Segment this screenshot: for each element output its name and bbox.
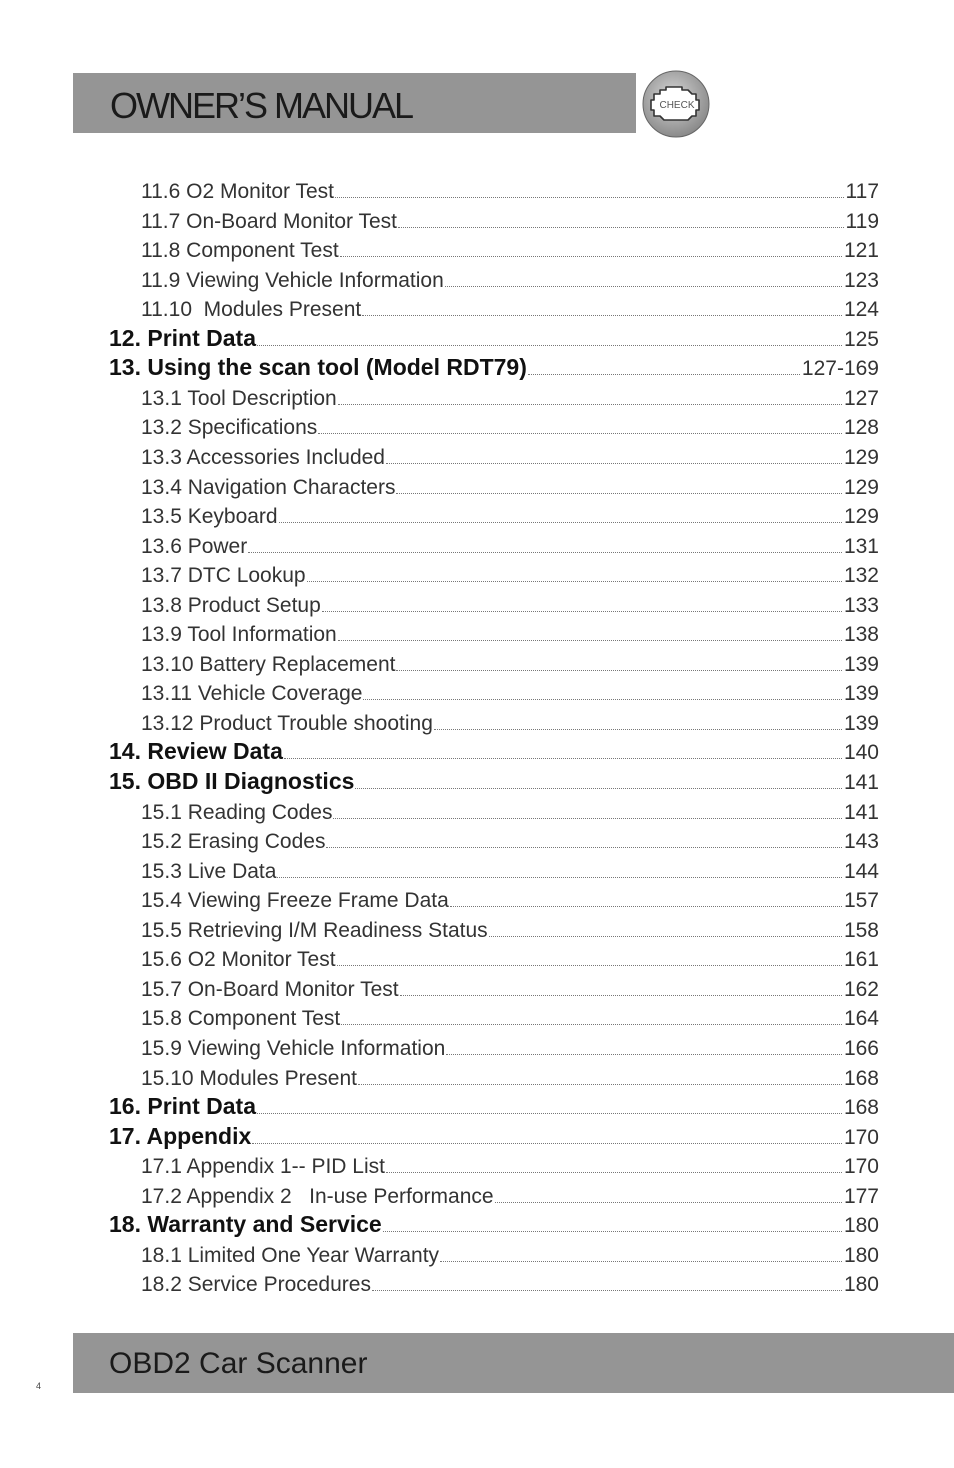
toc-entry [109,1210,879,1238]
dot-leader [307,581,842,582]
toc-entry [141,649,879,677]
toc-entry [141,708,879,736]
toc-entry-page: 127 [843,386,879,410]
dot-leader [489,936,842,937]
toc-entry-page: 139 [843,682,879,706]
dot-leader [322,611,842,612]
toc-entry-label: 18.1 Limited One Year Warranty [141,1243,440,1267]
toc-entry-label: 13. Using the scan tool (Model RDT79) [109,354,527,381]
dot-leader [277,877,842,878]
toc-entry-page: 124 [843,298,879,322]
dot-leader [446,1054,842,1055]
toc-entry-page: 129 [843,475,879,499]
toc-entry-label: 11.9 Viewing Vehicle Information [141,268,444,292]
footer-bar [73,1333,954,1393]
toc-entry [141,412,879,440]
toc-entry-page: 121 [843,239,879,263]
toc-entry [141,885,879,913]
toc-entry [141,590,879,618]
toc-entry-page: 161 [843,948,879,972]
toc-entry-label: 11.8 Component Test [141,239,339,263]
page-title: OWNER’S MANUAL [110,85,413,126]
dot-leader [396,493,841,494]
dot-leader [528,374,800,375]
toc-entry [141,235,879,263]
dot-leader [338,640,842,641]
toc-entry [141,915,879,943]
toc-entry-page: 127-169 [801,357,879,381]
toc-entry [141,472,879,500]
toc-entry-label: 15.10 Modules Present [141,1066,357,1090]
toc-entry-page: 119 [845,209,879,233]
dot-leader [386,1172,842,1173]
toc-entry-page: 125 [843,327,879,351]
dot-leader [363,699,842,700]
toc-entry-page: 168 [843,1066,879,1090]
toc-entry [109,1122,879,1150]
toc-entry-label: 11.10 Modules Present [141,298,362,322]
dot-leader [326,847,842,848]
toc-entry [141,442,879,470]
dot-leader [284,758,842,759]
toc-entry [141,1151,879,1179]
toc-entry [141,1181,879,1209]
dot-leader [386,463,842,464]
toc-entry-label: 17. Appendix [109,1122,252,1149]
toc-entry [141,1240,879,1268]
badge-label: CHECK [659,100,695,111]
toc-entry-page: 162 [843,977,879,1001]
toc-entry [141,1063,879,1091]
dot-leader [372,1290,842,1291]
dot-leader [337,965,842,966]
toc-entry [109,353,879,381]
toc-entry [141,856,879,884]
toc-entry-page: 117 [845,180,879,203]
toc-entry-page: 129 [843,445,879,469]
toc-entry-page: 143 [843,830,879,854]
toc-entry [141,1033,879,1061]
toc-entry-page: 141 [843,771,879,794]
dot-leader [383,1231,842,1232]
toc-entry-label: 13.11 Vehicle Coverage [141,682,363,706]
toc-entry-page: 158 [843,918,879,942]
dot-leader [252,1143,842,1144]
toc-entry-label: 15.5 Retrieving I/M Readiness Status [141,918,488,942]
toc-entry-page: 144 [843,859,879,883]
toc-entry-label: 11.6 O2 Monitor Test [141,180,334,203]
dot-leader [333,818,841,819]
toc-entry [141,826,879,854]
toc-entry-page: 123 [843,268,879,292]
dot-leader [358,1084,842,1085]
dot-leader [396,670,841,671]
toc-entry-page: 170 [843,1155,879,1179]
toc-entry-label: 18. Warranty and Service [109,1211,382,1238]
toc-entry-page: 180 [843,1243,879,1267]
toc-entry-page: 157 [843,889,879,913]
toc-entry [109,737,879,765]
dot-leader [445,286,842,287]
toc-entry [141,678,879,706]
toc-entry-label: 15.6 O2 Monitor Test [141,948,336,972]
toc-entry-page: 164 [843,1007,879,1031]
toc-entry-page: 177 [843,1184,879,1208]
toc-entry-page: 168 [843,1096,879,1120]
dot-leader [341,1024,842,1025]
dot-leader [434,729,842,730]
toc-entry-page: 133 [843,593,879,617]
dot-leader [335,197,844,198]
toc-entry-label: 17.1 Appendix 1-- PID List [141,1155,385,1179]
dot-leader [257,1113,842,1114]
toc-entry-label: 13.8 Product Setup [141,593,321,617]
dot-leader [338,404,842,405]
toc-entry-label: 16. Print Data [109,1093,256,1120]
footer-title: OBD2 Car Scanner [109,1347,368,1380]
toc-entry [141,560,879,588]
toc-entry [141,383,879,411]
toc-entry-label: 18.2 Service Procedures [141,1273,371,1297]
toc-entry-label: 13.9 Tool Information [141,623,337,647]
toc-entry-label: 15.2 Erasing Codes [141,830,326,854]
dot-leader [248,552,842,553]
dot-leader [279,522,842,523]
toc-entry [141,797,879,825]
toc-entry [141,501,879,529]
toc-entry [141,294,879,322]
toc-entry-label: 13.6 Power [141,534,248,558]
toc-entry-label: 13.4 Navigation Characters [141,475,396,499]
dot-leader [318,433,842,434]
dot-leader [362,315,842,316]
toc-entry-label: 13.12 Product Trouble shooting [141,711,433,735]
toc-entry-label: 13.1 Tool Description [141,386,337,410]
toc-entry-label: 14. Review Data [109,738,283,765]
toc-entry-label: 15. OBD II Diagnostics [109,768,355,794]
toc-entry-page: 131 [843,534,879,558]
toc-entry-page: 180 [843,1214,879,1238]
toc-entry-page: 141 [843,800,879,824]
page-number: 4 [36,1381,42,1391]
toc-entry [109,1092,879,1120]
toc-entry-page: 139 [843,652,879,676]
toc-entry-label: 17.2 Appendix 2 In-use Performance [141,1184,494,1208]
header-bar [73,73,636,133]
toc-entry-label: 15.8 Component Test [141,1007,341,1031]
toc-entry-label: 15.9 Viewing Vehicle Information [141,1036,446,1060]
toc-entry-label: 13.7 DTC Lookup [141,564,306,588]
toc-entry [141,1269,879,1297]
toc-entry-page: 129 [843,505,879,529]
toc-entry-page: 139 [843,711,879,735]
dot-leader [400,995,842,996]
toc-entry [141,206,879,234]
toc-entry [141,531,879,559]
toc-entry [109,324,879,352]
toc-entry-page: 140 [843,741,879,765]
check-engine-icon [642,70,710,138]
toc-entry [141,176,879,204]
toc-entry-label: 15.4 Viewing Freeze Frame Data [141,889,449,913]
dot-leader [440,1261,842,1262]
dot-leader [450,906,842,907]
dot-leader [257,345,842,346]
dot-leader [340,256,842,257]
toc-entry [141,265,879,293]
toc-entry-label: 11.7 On-Board Monitor Test [141,209,398,233]
toc-entry-page: 128 [843,416,879,440]
toc-entry-label: 13.5 Keyboard [141,505,278,529]
toc-entry-label: 15.3 Live Data [141,859,277,883]
toc-entry-page: 132 [843,564,879,588]
toc-entry-page: 170 [843,1125,879,1149]
toc-entry [141,944,879,972]
toc-entry-label: 13.10 Battery Replacement [141,652,396,676]
toc-entry-page: 138 [843,623,879,647]
toc-entry [109,767,879,795]
toc-entry-label: 15.1 Reading Codes [141,800,333,824]
toc-entry-label: 13.2 Specifications [141,416,318,440]
toc-entry-label: 12. Print Data [109,324,256,351]
toc-entry [141,974,879,1002]
toc-entry-label: 13.3 Accessories Included [141,445,385,469]
toc-entry-page: 166 [843,1036,879,1060]
toc-entry-page: 180 [843,1273,879,1297]
toc-entry [141,619,879,647]
toc-entry-label: 15.7 On-Board Monitor Test [141,977,399,1001]
dot-leader [495,1202,842,1203]
dot-leader [398,227,843,228]
toc-entry [141,1003,879,1031]
dot-leader [355,788,842,789]
